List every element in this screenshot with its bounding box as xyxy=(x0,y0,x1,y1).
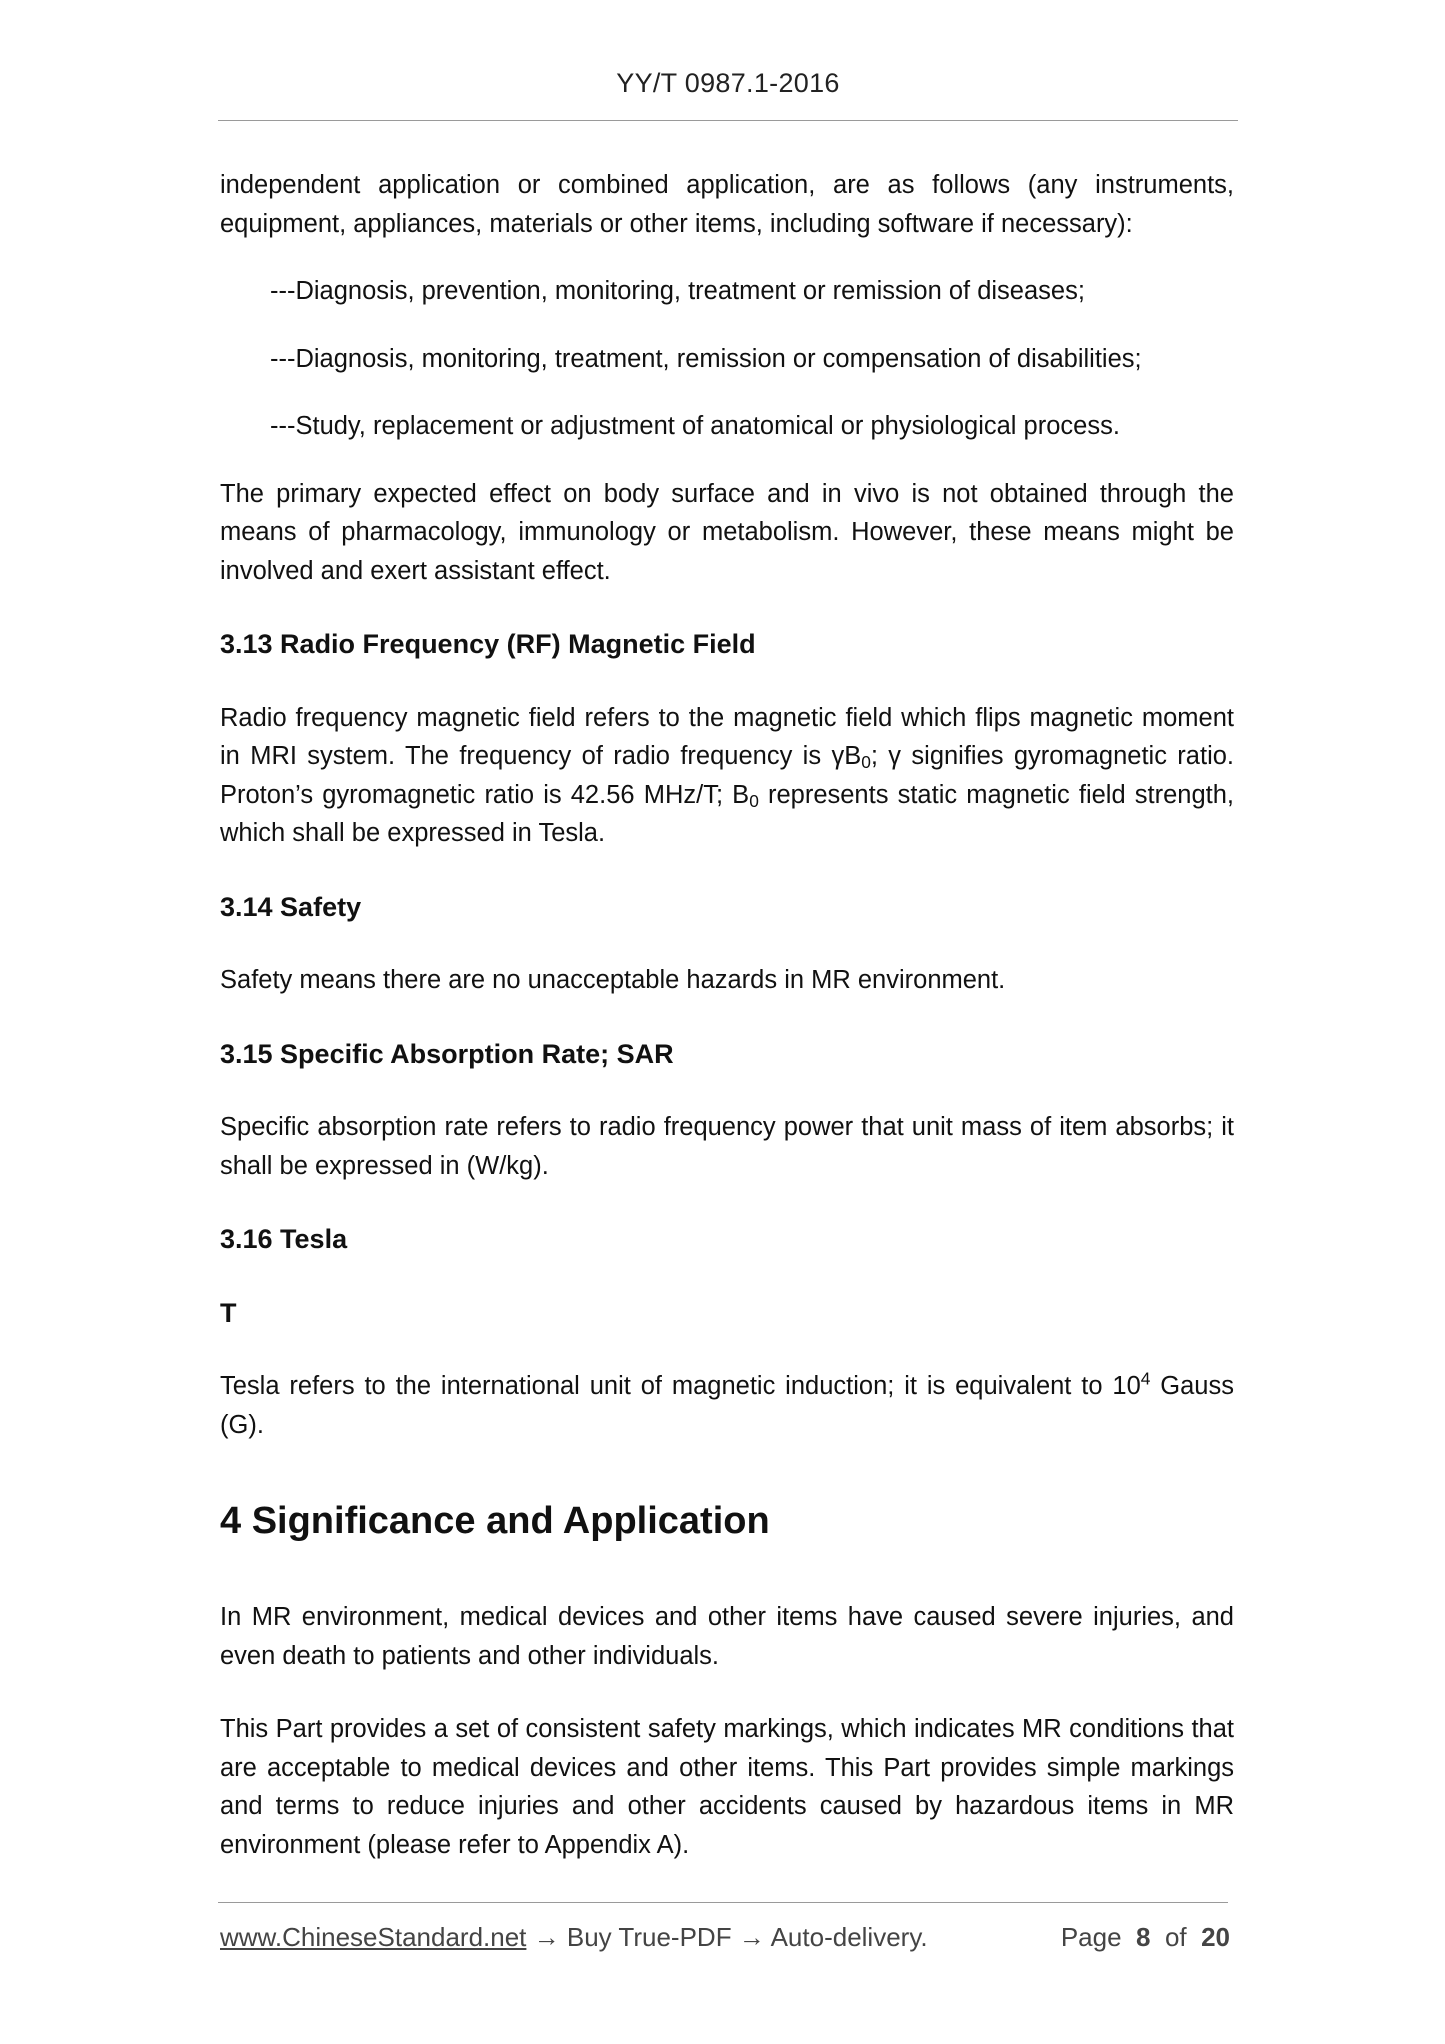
rf-text-4: represents static magnetic field strength, which shall be expressed in Tesla. xyxy=(220,780,1235,847)
arrow-icon: → xyxy=(533,1922,560,1952)
b-symbol: B xyxy=(844,742,862,770)
significance-paragraph-2: This Part provides a set of consistent safety markings, which indicates MR conditions that are acceptable to medical devices and other items. This Part provides simple markings and terms to reduce injuries and other accidents caused by hazardous items in MR environment (please refer to Appendix A). xyxy=(220,1715,1234,1859)
significance-paragraph-1: In MR environment, medical devices and other items have caused severe injuries, and even death to patients and other individuals. xyxy=(220,1603,1234,1670)
tesla-symbol: T xyxy=(220,1297,237,1328)
sar-paragraph: Specific absorption rate refers to radio frequency power that unit mass of item absorbs; it shall be expressed in (W/kg). xyxy=(220,1113,1234,1180)
list-item-diagnosis-prevention: ---Diagnosis, prevention, monitoring, treatment or remission of diseases; xyxy=(270,277,1085,305)
b-symbol: B xyxy=(732,780,750,809)
tesla-paragraph xyxy=(220,1367,1234,1444)
safety-paragraph: Safety means there are no unacceptable hazards in MR environment. xyxy=(220,966,1006,994)
b-subscript: 0 xyxy=(749,790,759,811)
standard-id-header: YY/T 0987.1-2016 xyxy=(616,68,840,98)
header-divider xyxy=(218,120,1238,121)
page-total: 20 xyxy=(1201,1922,1230,1952)
arrow-icon: → xyxy=(738,1922,765,1952)
heading-3-13: 3.13 Radio Frequency (RF) Magnetic Field xyxy=(220,629,756,659)
heading-3-15: 3.15 Specific Absorption Rate; SAR xyxy=(220,1038,674,1069)
tesla-text-1: Tesla refers to the international unit of magnetic induction; it is equivalent to 10 xyxy=(220,1372,1141,1400)
intro-paragraph: independent application or combined application, are as follows (any instruments, equipment, appliances, materials or other items, including software if necessary): xyxy=(220,171,1234,238)
tesla-exponent: 4 xyxy=(1140,1368,1151,1389)
heading-3-16: 3.16 Tesla xyxy=(220,1224,348,1254)
document-body xyxy=(220,166,1234,1864)
heading-3-14: 3.14 Safety xyxy=(220,891,362,922)
gamma-symbol: γ xyxy=(831,742,845,770)
page-number: 8 xyxy=(1136,1922,1151,1952)
rf-text-3: signifies gyromagnetic ratio. Proton’s gyromagnetic ratio is 42.56 MHz/T; xyxy=(220,742,1234,809)
auto-delivery-text: Auto-delivery. xyxy=(764,1922,928,1952)
gamma-symbol: γ xyxy=(888,742,902,770)
rf-text-1: Radio frequency magnetic field refers to the magnetic field which flips magnetic moment in MRI system. The frequency of radio frequency is xyxy=(220,703,1234,770)
website-link[interactable]: www.ChineseStandard.net xyxy=(220,1922,527,1952)
list-item-diagnosis-monitoring: ---Diagnosis, monitoring, treatment, remission or compensation of disabilities; xyxy=(270,344,1142,373)
of-label: of xyxy=(1164,1922,1187,1952)
list-item-study-replacement: ---Study, replacement or adjustment of anatomical or physiological process. xyxy=(270,412,1120,440)
intro-closing-paragraph: The primary expected effect on body surface and in vivo is not obtained through the means of pharmacology, immunology or metabolism. However, these means might be involved and exert assistant effect. xyxy=(220,479,1234,585)
rf-text-2: ; xyxy=(870,742,889,770)
tesla-text-2: Gauss (G). xyxy=(220,1372,1234,1439)
footer-divider xyxy=(218,1902,1228,1903)
page-indicator xyxy=(1061,1922,1230,1953)
page-footer xyxy=(220,1922,1230,1953)
heading-section-4: 4 Significance and Application xyxy=(220,1500,770,1542)
buy-true-pdf-text: Buy True-PDF xyxy=(559,1922,739,1952)
b-subscript: 0 xyxy=(861,751,871,772)
rf-magnetic-field-paragraph xyxy=(220,699,1234,853)
page-label: Page xyxy=(1060,1922,1122,1952)
